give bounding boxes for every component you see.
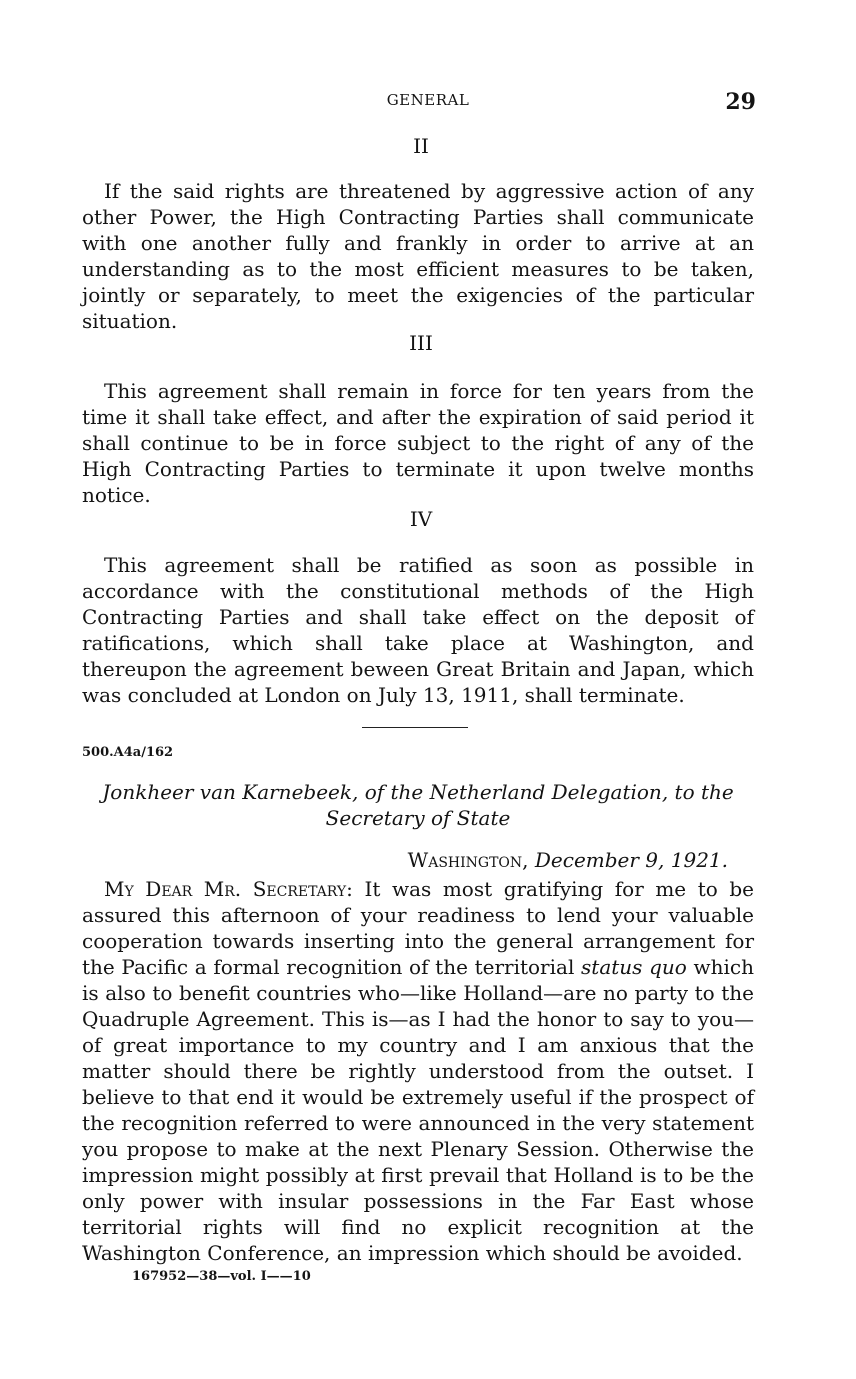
letter-body-italic: status quo xyxy=(581,955,687,979)
letter-salutation: My Dear Mr. Secretary: xyxy=(104,877,353,901)
dateline xyxy=(408,848,728,872)
dateline-date: December 9, 1921. xyxy=(534,848,728,872)
footer-print-line: 167952—38—vol. I——10 xyxy=(132,1269,311,1284)
section-iv-paragraph: This agreement shall be ratified as soon as possible in accordance with the constitutional methods of the High Contracting Parties and shall take effect on the deposit of ratifications, which shall take place at Washington, and thereupon the agreement beween Great Britain and Japan, which was concluded at London on July 13, 1911, shall terminate. xyxy=(82,553,754,707)
section-numeral-iv: IV xyxy=(409,507,433,531)
section-divider-rule xyxy=(362,727,468,728)
document-title: Jonkheer van Karnebeek, of the Netherland Delegation, to the Secretary of State xyxy=(102,780,734,830)
section-iii-paragraph: This agreement shall remain in force for ten years from the time it shall take effect, and after the expiration of said period it shall continue to be in force subject to the right of any of the High Contracting Parties to terminate it upon twelve months notice. xyxy=(82,379,754,507)
letter-body-part1: It was most gratifying for me to be assured this afternoon of your readiness to lend your valuable cooperation towards inserting into the general arrangement for the Pacific a formal recognition of the territorial xyxy=(82,877,754,979)
file-number: 500.A4a/162 xyxy=(82,745,174,760)
section-numeral-ii: II xyxy=(413,134,429,158)
dateline-place: Washington, xyxy=(407,848,529,872)
letter-body xyxy=(82,876,754,1266)
section-numeral-iii: III xyxy=(409,331,433,355)
section-ii-paragraph: If the said rights are threatened by aggressive action of any other Power, the High Contracting Parties shall communicate with one another fully and frankly in order to arrive at an understanding as to the most efficient measures to be taken, jointly or separately, to meet the exigencies of the particular situation. xyxy=(82,179,754,333)
page-number: 29 xyxy=(725,89,756,115)
letter-body-part2: which is also to benefit countries who—like Holland—are no party to the Quadruple Agreement. This is—as I had the honor to say to you—of great importance to my country and I am anxious that the matter should there be rightly understood from the outset. I believe to that end it would be extremely useful if the prospect of the recognition referred to were announced in the very statement you propose to make at the next Plenary Session. Otherwise the impression might possibly at first prevail that Holland is to be the only power with insular possessions in the Far East whose territorial rights will find no explicit recognition at the Washington Conference, an impression which should be avoided. xyxy=(82,955,754,1265)
running-head: GENERAL xyxy=(386,91,470,109)
